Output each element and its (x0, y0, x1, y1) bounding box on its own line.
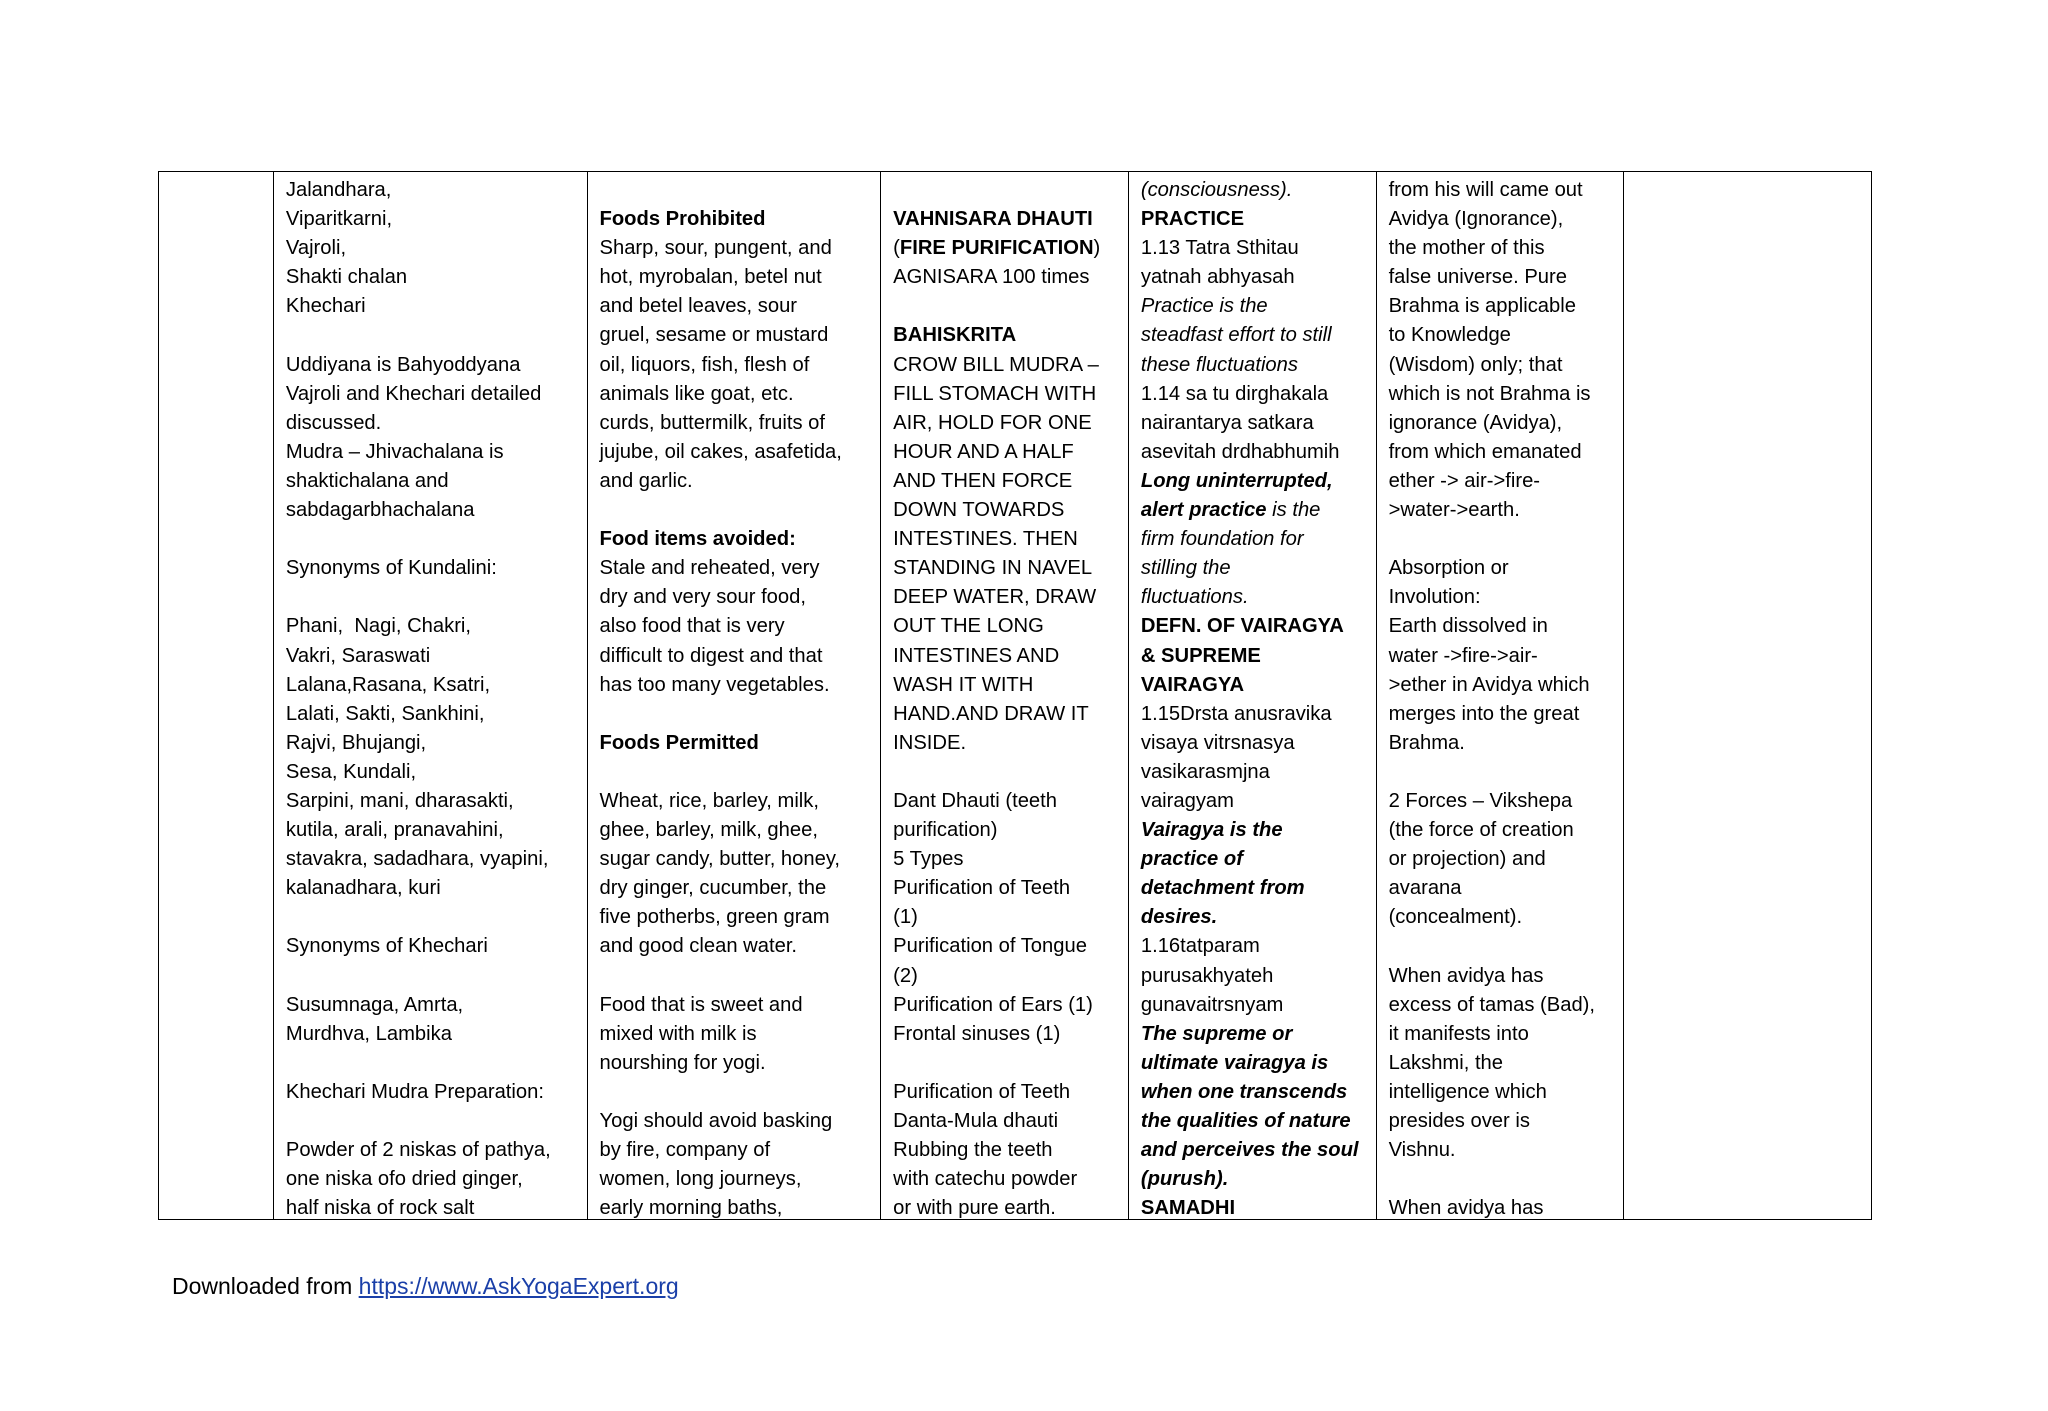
text-line: (FIRE PURIFICATION) (893, 237, 1101, 260)
text-line: Viparitkarni, (285, 208, 393, 231)
footer (172, 1270, 679, 1302)
text-line (600, 758, 871, 787)
text-line: Practice is the (1140, 295, 1268, 318)
text-line: PRACTICE (1140, 208, 1245, 231)
text-line: AIR, HOLD FOR ONE (893, 411, 1092, 434)
text-line: early morning baths, (599, 1197, 783, 1219)
text-line: has too many vegetables. (599, 673, 830, 696)
text-line: WASH IT WITH (893, 673, 1034, 696)
text-line: Synonyms of Kundalini: (285, 557, 497, 580)
text-line: SAMADHI (1140, 1197, 1236, 1219)
text-line: Absorption or (1388, 557, 1509, 580)
text-line: Susumnaga, Amrta, (285, 993, 464, 1016)
text-line: and garlic. (599, 469, 693, 492)
text-line: and perceives the soul (1140, 1139, 1359, 1162)
text-line: 1.16tatparam (1140, 935, 1260, 958)
text-line: When avidya has (1388, 1197, 1544, 1219)
text-line: AND THEN FORCE (893, 469, 1073, 492)
text-line: oil, liquors, fish, flesh of (599, 353, 810, 376)
text-line: INSIDE. (893, 731, 967, 754)
text-line: with catechu powder (893, 1168, 1078, 1191)
text-line: Brahma is applicable (1388, 295, 1576, 318)
text-line: from which emanated (1388, 440, 1582, 463)
text-line: 1.15Drsta anusravika (1140, 702, 1332, 725)
text-line: 1.14 sa tu dirghakala (1140, 382, 1329, 405)
text-line: Vairagya is the (1140, 819, 1283, 842)
text-line: VAIRAGYA (1140, 673, 1245, 696)
text-line: steadfast effort to still (1140, 324, 1332, 347)
text-line: Purification of Ears (1) (893, 993, 1093, 1016)
text-line: curds, buttermilk, fruits of (599, 411, 825, 434)
text-line: Yogi should avoid basking (599, 1110, 833, 1132)
text-line: from his will came out (1388, 179, 1583, 201)
text-line: to Knowledge (1388, 324, 1511, 347)
text-line: fluctuations. (1140, 586, 1249, 609)
text-line (600, 962, 871, 991)
text-line: detachment from (1140, 877, 1305, 900)
text-line: asevitah drdhabhumih (1140, 440, 1340, 463)
text-line (600, 496, 871, 525)
text-line: Long uninterrupted, (1140, 469, 1333, 492)
text-line (1389, 758, 1614, 787)
text-line: Brahma. (1388, 731, 1465, 754)
text-line: mixed with milk is (599, 1022, 757, 1045)
text-line: (consciousness). (1140, 179, 1293, 201)
text-line: Rubbing the teeth (893, 1139, 1053, 1162)
text-line: vairagyam (1140, 789, 1234, 812)
text-line: (1) (893, 906, 918, 929)
text-line: >water->earth. (1388, 499, 1520, 522)
text-line: and betel leaves, sour (599, 295, 798, 318)
text-line: Lakshmi, the (1388, 1051, 1504, 1074)
text-line: five potherbs, green gram (599, 906, 830, 929)
text-line: Lalana,Rasana, Ksatri, (285, 673, 491, 696)
text-line: and good clean water. (599, 935, 798, 958)
text-line: nairantarya satkara (1140, 411, 1314, 434)
text-line: (Wisdom) only; that (1388, 353, 1563, 376)
text-line: Vishnu. (1388, 1139, 1456, 1162)
text-line (893, 292, 1118, 321)
text-line: excess of tamas (Bad), (1388, 993, 1596, 1016)
text-line (286, 903, 577, 932)
text-line: 2 Forces – Vikshepa (1388, 789, 1573, 812)
text-line: STANDING IN NAVEL (893, 557, 1093, 580)
text-line: INTESTINES. THEN (893, 528, 1078, 551)
text-line: when one transcends (1140, 1080, 1348, 1103)
text-line: jujube, oil cakes, asafetida, (599, 440, 842, 463)
text-line: by fire, company of (599, 1139, 771, 1162)
text-line (286, 525, 577, 554)
text-line (1389, 1165, 1614, 1194)
column-0 (159, 172, 273, 1219)
text-line: ether -> air->fire- (1388, 469, 1541, 492)
text-line: sabdagarbhachalana (285, 499, 475, 522)
text-line: these fluctuations (1140, 353, 1298, 376)
text-line: one niska ofo dried ginger, (285, 1168, 523, 1191)
text-line: 5 Types (893, 848, 964, 871)
text-line: Wheat, rice, barley, milk, (599, 789, 819, 812)
text-line: HAND.AND DRAW IT (893, 702, 1089, 725)
text-line: Rajvi, Bhujangi, (285, 731, 427, 754)
text-line (600, 700, 871, 729)
text-line: (the force of creation (1388, 819, 1574, 842)
text-line: Murdhva, Lambika (285, 1022, 452, 1045)
text-line: kalanadhara, kuri (285, 877, 441, 900)
text-line: presides over is (1388, 1110, 1530, 1132)
text-line: stilling the (1140, 557, 1231, 580)
column-4 (1128, 172, 1376, 1219)
text-line: yatnah abhyasah (1140, 266, 1295, 289)
text-line: it manifests into (1388, 1022, 1529, 1045)
text-line: FILL STOMACH WITH (893, 382, 1097, 405)
text-line: sugar candy, butter, honey, (599, 848, 841, 871)
text-line (286, 1049, 577, 1078)
text-line: ghee, barley, milk, ghee, (599, 819, 818, 842)
text-line: visaya vitrsnasya (1140, 731, 1295, 754)
text-line: Dant Dhauti (teeth (893, 789, 1057, 812)
text-line: practice of (1140, 848, 1243, 871)
text-line: Vajroli, (285, 237, 347, 260)
text-line: Khechari Mudra Preparation: (285, 1080, 544, 1103)
text-line: & SUPREME (1140, 644, 1261, 667)
text-line: AGNISARA 100 times (893, 266, 1090, 289)
text-line: alert practice is the (1140, 499, 1321, 522)
text-line: false universe. Pure (1388, 266, 1567, 289)
text-line: Foods Permitted (599, 731, 759, 754)
text-line: Khechari (285, 295, 366, 318)
text-line (1389, 932, 1614, 961)
text-line: water ->fire->air- (1388, 644, 1538, 667)
text-line: Purification of Teeth (893, 1080, 1071, 1103)
text-line: kutila, arali, pranavahini, (285, 819, 504, 842)
text-line: Stale and reheated, very (599, 557, 820, 580)
footer-prefix: Downloaded from (172, 1273, 359, 1299)
column-1 (273, 172, 587, 1219)
text-line: When avidya has (1388, 964, 1544, 987)
text-line: merges into the great (1388, 702, 1580, 725)
text-line: >ether in Avidya which (1388, 673, 1590, 696)
text-line: half niska of rock salt (285, 1197, 475, 1219)
text-line: Avidya (Ignorance), (1388, 208, 1564, 231)
text-line: Involution: (1388, 586, 1481, 609)
text-line: 1.13 Tatra Sthitau (1140, 237, 1299, 260)
text-line: DOWN TOWARDS (893, 499, 1065, 522)
text-line: dry ginger, cucumber, the (599, 877, 827, 900)
text-line: BAHISKRITA (893, 324, 1017, 347)
text-line: OUT THE LONG (893, 615, 1044, 638)
text-line: Shakti chalan (285, 266, 408, 289)
text-line: hot, myrobalan, betel nut (599, 266, 822, 289)
footer-link[interactable]: https://www.AskYogaExpert.org (358, 1273, 679, 1299)
text-line: stavakra, sadadhara, vyapini, (285, 848, 549, 871)
text-line: (2) (893, 964, 918, 987)
text-line (1389, 525, 1614, 554)
column-2 (587, 172, 881, 1219)
text-line: which is not Brahma is (1388, 382, 1591, 405)
text-line: discussed. (285, 411, 382, 434)
text-line: CROW BILL MUDRA – (893, 353, 1099, 376)
text-line: vasikarasmjna (1140, 760, 1270, 783)
text-line: VAHNISARA DHAUTI (893, 208, 1093, 231)
text-line: desires. (1140, 906, 1218, 929)
text-line: Purification of Teeth (893, 877, 1071, 900)
text-line: Danta-Mula dhauti (893, 1110, 1059, 1132)
text-line (286, 1107, 577, 1136)
text-line (893, 1049, 1118, 1078)
text-line: Sarpini, mani, dharasakti, (285, 789, 514, 812)
text-line: Food that is sweet and (599, 993, 803, 1016)
column-3 (880, 172, 1128, 1219)
text-line: Frontal sinuses (1) (893, 1022, 1061, 1045)
text-line: gunavaitrsnyam (1140, 993, 1284, 1016)
text-line: ignorance (Avidya), (1388, 411, 1563, 434)
text-line: Vajroli and Khechari detailed (285, 382, 542, 405)
text-line: ultimate vairagya is (1140, 1051, 1329, 1074)
text-line: Sesa, Kundali, (285, 760, 417, 783)
text-line: the qualities of nature (1140, 1110, 1351, 1132)
text-line: Synonyms of Khechari (285, 935, 488, 958)
text-line: or with pure earth. (893, 1197, 1056, 1219)
text-line (893, 758, 1118, 787)
text-line: Jalandhara, (285, 179, 392, 201)
text-line: Food items avoided: (599, 528, 796, 551)
text-line: The supreme or (1140, 1022, 1293, 1045)
text-line (286, 583, 577, 612)
text-line: Purification of Tongue (893, 935, 1087, 958)
text-line: (purush). (1140, 1168, 1229, 1191)
text-line: Powder of 2 niskas of pathya, (285, 1139, 551, 1162)
text-line: Vakri, Saraswati (285, 644, 431, 667)
text-line: intelligence which (1388, 1080, 1547, 1103)
text-line: also food that is very (599, 615, 785, 638)
text-line: HOUR AND A HALF (893, 440, 1074, 463)
text-line (893, 176, 1118, 205)
text-line: Sharp, sour, pungent, and (599, 237, 832, 260)
text-line: Foods Prohibited (599, 208, 766, 231)
text-line: purification) (893, 819, 998, 842)
text-line: firm foundation for (1140, 528, 1304, 551)
text-line: or projection) and (1388, 848, 1546, 871)
text-line: Earth dissolved in (1388, 615, 1548, 638)
text-line: animals like goat, etc. (599, 382, 794, 405)
text-line: DEEP WATER, DRAW (893, 586, 1097, 609)
content-table (158, 171, 1872, 1220)
text-line: avarana (1388, 877, 1462, 900)
text-line (600, 176, 871, 205)
text-line: INTESTINES AND (893, 644, 1060, 667)
text-line: Mudra – Jhivachalana is (285, 440, 504, 463)
text-line: difficult to digest and that (599, 644, 823, 667)
column-6 (1623, 172, 1871, 1219)
text-line (286, 321, 577, 350)
text-line: women, long journeys, (599, 1168, 802, 1191)
text-line: (concealment). (1388, 906, 1523, 929)
text-line (286, 962, 577, 991)
column-5 (1376, 172, 1624, 1219)
text-line: gruel, sesame or mustard (599, 324, 829, 347)
text-line: nourshing for yogi. (599, 1051, 766, 1074)
text-line: DEFN. OF VAIRAGYA (1140, 615, 1344, 638)
text-line: purusakhyateh (1140, 964, 1274, 987)
text-line: the mother of this (1388, 237, 1545, 260)
text-line: Lalati, Sakti, Sankhini, (285, 702, 485, 725)
text-line: Phani, Nagi, Chakri, (285, 615, 472, 638)
text-line: dry and very sour food, (599, 586, 806, 609)
text-line: Uddiyana is Bahyoddyana (285, 353, 521, 376)
text-line: shaktichalana and (285, 469, 449, 492)
text-line (600, 1078, 871, 1107)
